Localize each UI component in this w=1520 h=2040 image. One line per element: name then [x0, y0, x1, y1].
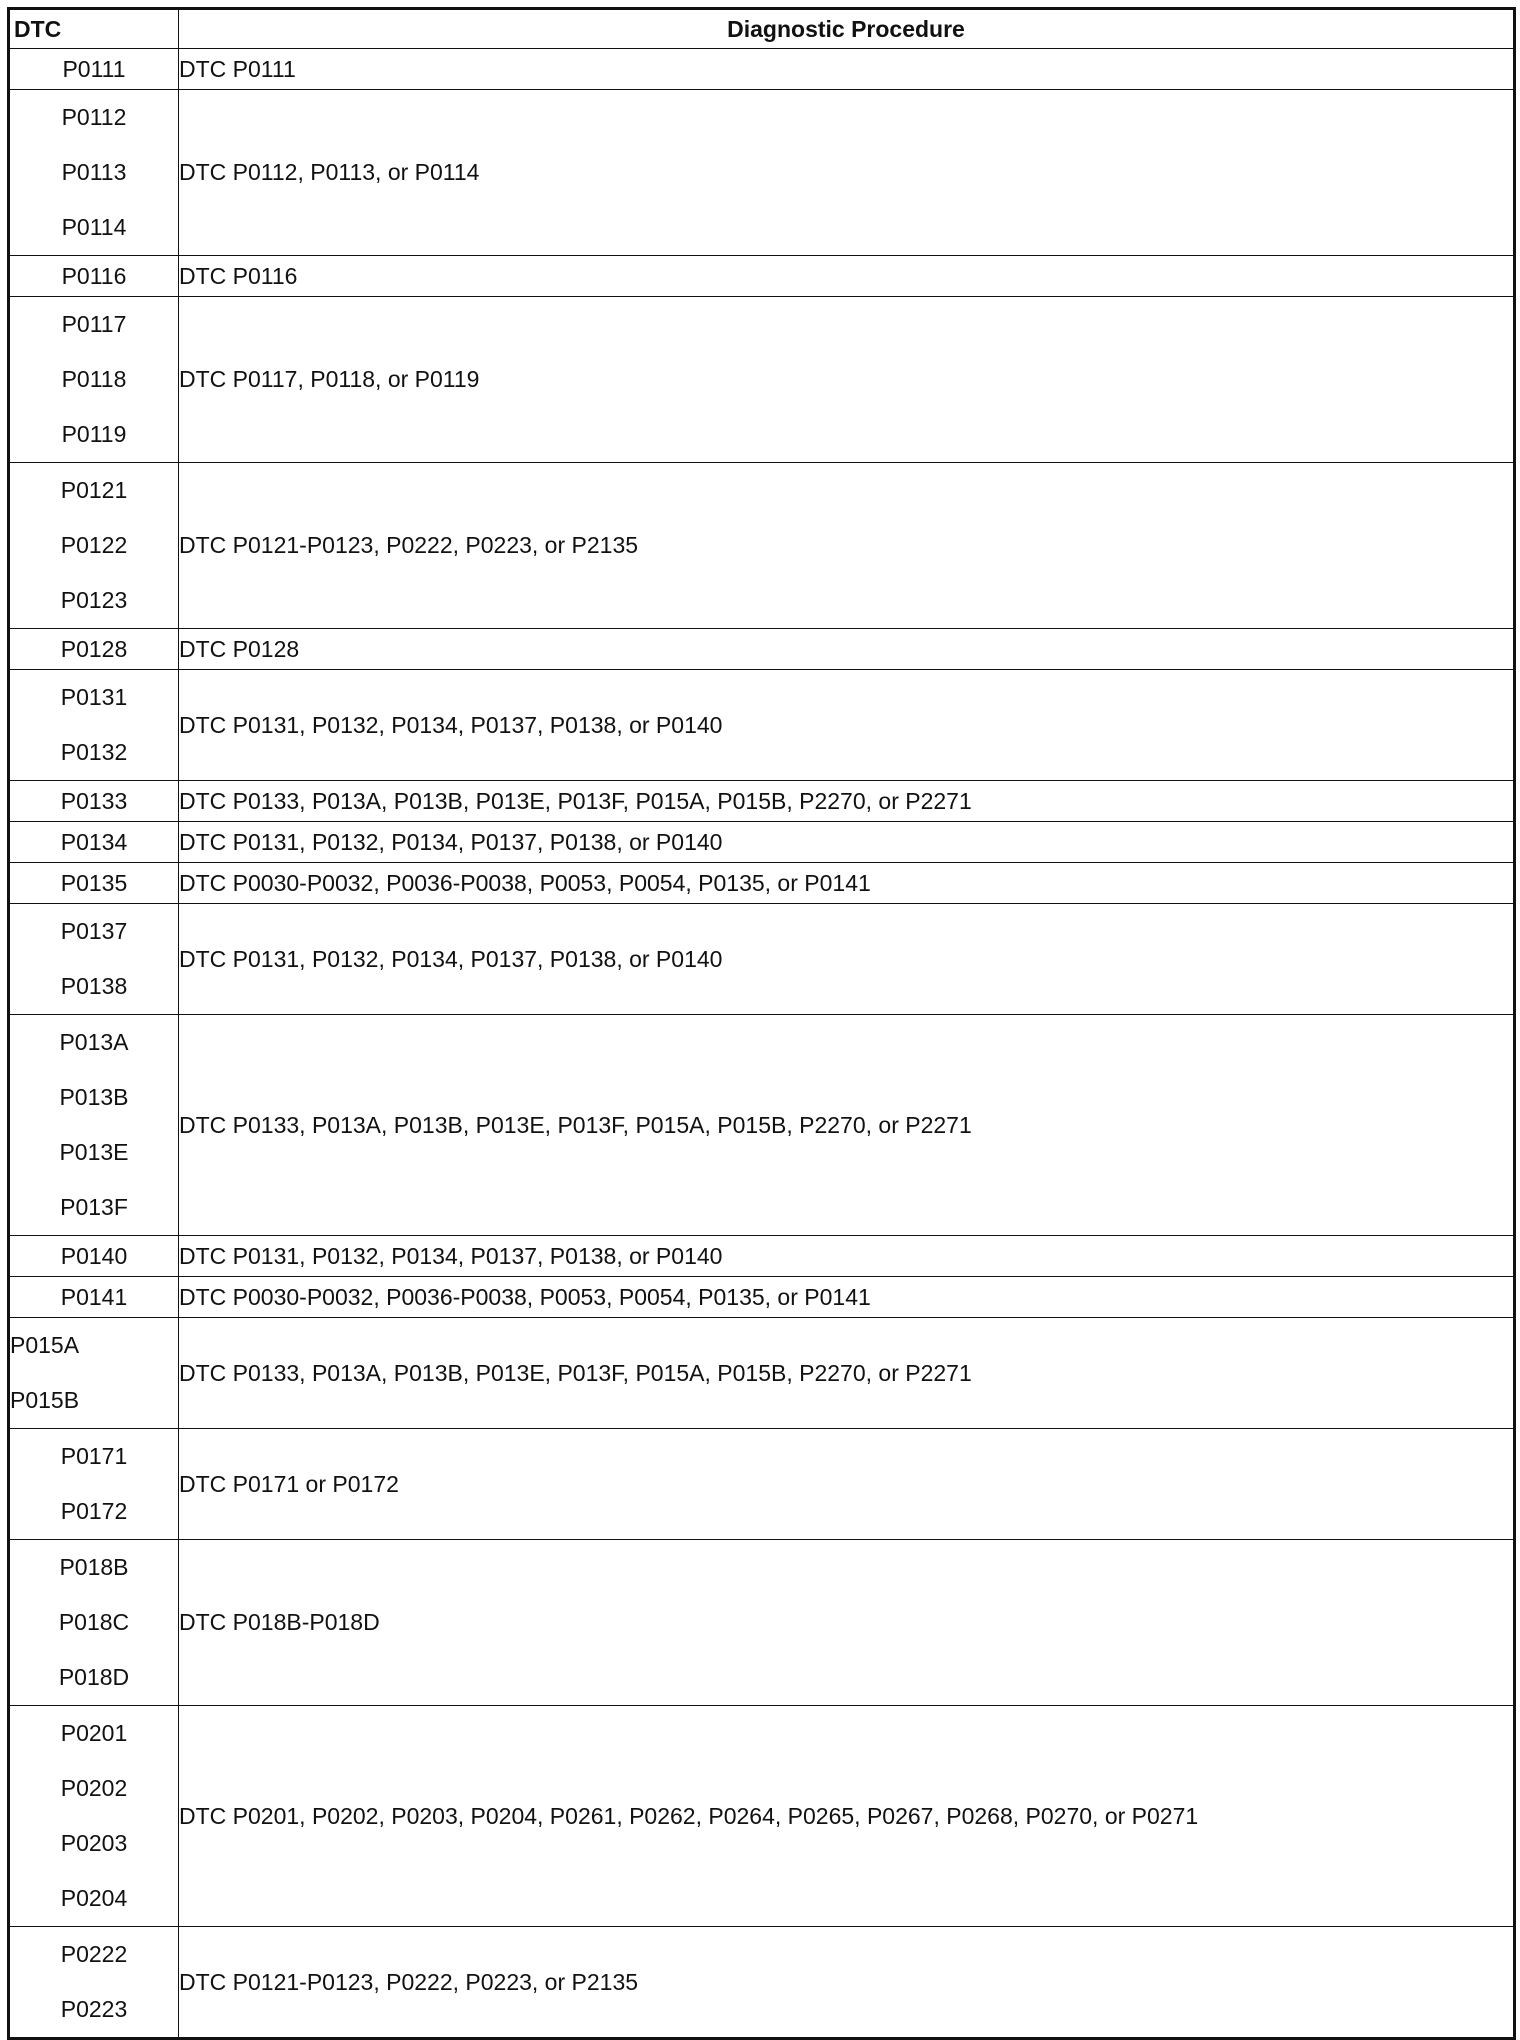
- dtc-code: P013F: [60, 1194, 128, 1220]
- procedure-cell: DTC P0133, P013A, P013B, P013E, P013F, P015A, P015B, P2270, or P2271: [179, 1015, 1515, 1236]
- dtc-code: P0128: [60, 636, 128, 662]
- dtc-code: P0116: [61, 263, 127, 289]
- header-row: [9, 9, 1515, 49]
- dtc-code: P0113: [61, 159, 127, 185]
- procedure-cell: DTC P0133, P013A, P013B, P013E, P013F, P015A, P015B, P2270, or P2271: [179, 781, 1515, 822]
- procedure-column-header: Diagnostic Procedure: [179, 9, 1515, 49]
- dtc-code: P018C: [58, 1609, 130, 1635]
- table-row: [9, 904, 1515, 1015]
- dtc-cell: [9, 1429, 179, 1540]
- dtc-column-header: DTC: [9, 9, 179, 49]
- dtc-cell: [9, 629, 179, 670]
- procedure-cell: DTC P0171 or P0172: [179, 1429, 1515, 1540]
- table-row: [9, 781, 1515, 822]
- procedure-cell: DTC P0131, P0132, P0134, P0137, P0138, or P0140: [179, 1236, 1515, 1277]
- procedure-cell: DTC P0030-P0032, P0036-P0038, P0053, P0054, P0135, or P0141: [179, 1277, 1515, 1318]
- procedure-cell: DTC P0121-P0123, P0222, P0223, or P2135: [179, 463, 1515, 629]
- dtc-cell: [9, 1927, 179, 2039]
- dtc-code: P018D: [58, 1664, 130, 1690]
- table-row: [9, 1927, 1515, 2039]
- table-row: [9, 629, 1515, 670]
- table-row: [9, 822, 1515, 863]
- dtc-code: P0203: [60, 1830, 128, 1856]
- table-row: [9, 463, 1515, 629]
- dtc-cell: [9, 463, 179, 629]
- table-row: [9, 1706, 1515, 1927]
- dtc-cell: [9, 297, 179, 463]
- dtc-code: P0122: [60, 532, 128, 558]
- dtc-cell: [9, 1236, 179, 1277]
- dtc-code: P0123: [60, 587, 128, 613]
- procedure-cell: DTC P0201, P0202, P0203, P0204, P0261, P0262, P0264, P0265, P0267, P0268, P0270, or P0271: [179, 1706, 1515, 1927]
- procedure-cell: DTC P0131, P0132, P0134, P0137, P0138, or P0140: [179, 904, 1515, 1015]
- dtc-code: P0132: [60, 739, 128, 765]
- dtc-code: P0138: [60, 973, 128, 999]
- dtc-cell: [9, 822, 179, 863]
- procedure-cell: DTC P018B-P018D: [179, 1540, 1515, 1706]
- dtc-code: P0171: [60, 1443, 128, 1469]
- dtc-cell: [9, 904, 179, 1015]
- table-header: [9, 9, 1515, 49]
- table-row: [9, 1318, 1515, 1429]
- dtc-code: P0133: [60, 788, 128, 814]
- dtc-cell: [9, 1318, 179, 1429]
- table-row: [9, 863, 1515, 904]
- table-row: [9, 49, 1515, 90]
- dtc-code: P0172: [60, 1498, 128, 1524]
- dtc-cell: [9, 1277, 179, 1318]
- procedure-cell: DTC P0117, P0118, or P0119: [179, 297, 1515, 463]
- table-row: [9, 1015, 1515, 1236]
- procedure-cell: DTC P0128: [179, 629, 1515, 670]
- procedure-cell: DTC P0112, P0113, or P0114: [179, 90, 1515, 256]
- dtc-code: P0114: [61, 214, 127, 240]
- dtc-code: P0141: [60, 1284, 128, 1310]
- dtc-code: P0135: [60, 870, 128, 896]
- table-row: [9, 1236, 1515, 1277]
- table-row: [9, 90, 1515, 256]
- procedure-cell: DTC P0121-P0123, P0222, P0223, or P2135: [179, 1927, 1515, 2039]
- dtc-code: P015A: [10, 1332, 80, 1358]
- dtc-code: P0121: [60, 477, 128, 503]
- procedure-cell: DTC P0131, P0132, P0134, P0137, P0138, or P0140: [179, 670, 1515, 781]
- dtc-code: P0118: [61, 366, 127, 392]
- procedure-cell: DTC P0030-P0032, P0036-P0038, P0053, P0054, P0135, or P0141: [179, 863, 1515, 904]
- dtc-code: P0223: [60, 1996, 128, 2022]
- dtc-code: P013A: [59, 1029, 129, 1055]
- dtc-code: P0112: [61, 104, 127, 130]
- table-body: [9, 49, 1515, 2039]
- dtc-code: P018B: [59, 1554, 129, 1580]
- dtc-code: P0204: [60, 1885, 128, 1911]
- dtc-cell: [9, 1706, 179, 1927]
- dtc-code: P0137: [60, 918, 128, 944]
- table-row: [9, 1540, 1515, 1706]
- procedure-cell: DTC P0116: [179, 256, 1515, 297]
- dtc-code: P0222: [60, 1941, 128, 1967]
- table-row: [9, 297, 1515, 463]
- dtc-cell: [9, 90, 179, 256]
- dtc-code: P0140: [60, 1243, 128, 1269]
- table-row: [9, 1277, 1515, 1318]
- dtc-code: P013B: [59, 1084, 129, 1110]
- dtc-code: P0131: [60, 684, 128, 710]
- table-row: [9, 1429, 1515, 1540]
- procedure-cell: DTC P0133, P013A, P013B, P013E, P013F, P015A, P015B, P2270, or P2271: [179, 1318, 1515, 1429]
- dtc-table: [7, 7, 1516, 2040]
- dtc-code: P0117: [61, 311, 127, 337]
- dtc-code: P0201: [60, 1720, 128, 1746]
- dtc-code: P015B: [10, 1387, 80, 1413]
- dtc-cell: [9, 1540, 179, 1706]
- procedure-cell: DTC P0131, P0132, P0134, P0137, P0138, or P0140: [179, 822, 1515, 863]
- dtc-code: P0111: [62, 56, 126, 82]
- dtc-code: P0202: [60, 1775, 128, 1801]
- procedure-cell: DTC P0111: [179, 49, 1515, 90]
- dtc-cell: [9, 1015, 179, 1236]
- table-row: [9, 256, 1515, 297]
- dtc-cell: [9, 49, 179, 90]
- dtc-cell: [9, 256, 179, 297]
- dtc-cell: [9, 670, 179, 781]
- dtc-cell: [9, 781, 179, 822]
- dtc-code: P0134: [60, 829, 128, 855]
- dtc-code: P0119: [61, 421, 127, 447]
- dtc-code: P013E: [59, 1139, 129, 1165]
- table-row: [9, 670, 1515, 781]
- dtc-cell: [9, 863, 179, 904]
